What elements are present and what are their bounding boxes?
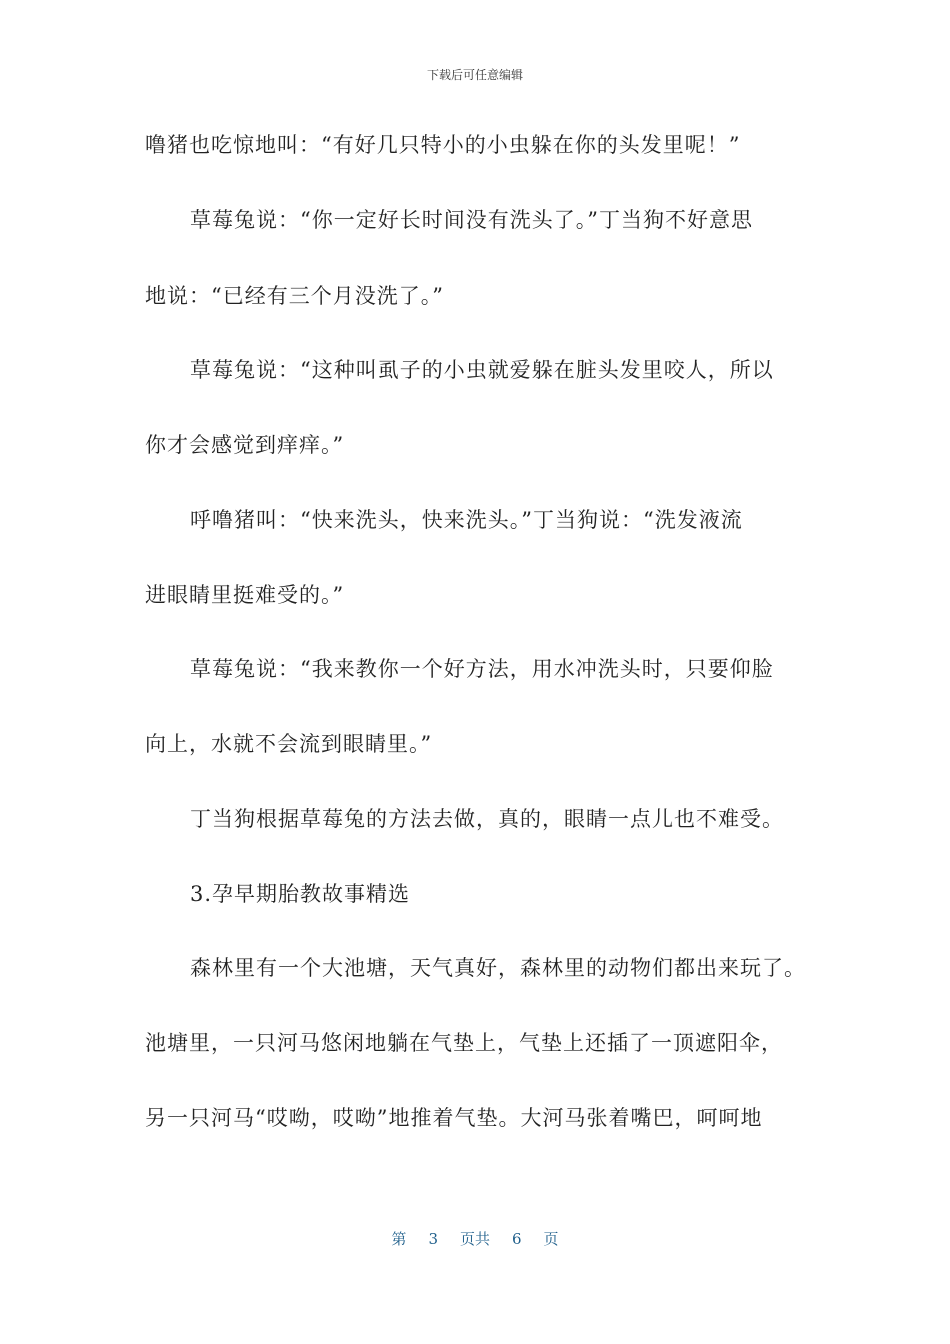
- text-line: 草莓兔说：“这种叫虱子的小虫就爱躲在脏头发里咬人，所以: [190, 358, 774, 382]
- text-line: 另一只河马“哎呦，哎呦”地推着气垫。大河马张着嘴巴，呵呵地: [145, 1106, 763, 1130]
- text-line: 地说：“已经有三个月没洗了。”: [145, 284, 444, 308]
- text-line: 进眼睛里挺难受的。”: [145, 583, 345, 607]
- text-line: 你才会感觉到痒痒。”: [145, 433, 345, 457]
- text-line: 向上，水就不会流到眼睛里。”: [145, 732, 433, 756]
- footer-total-pages: 6: [512, 1230, 522, 1248]
- footer-label-of: 页共: [459, 1230, 490, 1248]
- page-header: 下载后可任意编辑: [426, 68, 523, 82]
- text-line: 池塘里，一只河马悠闲地躺在气垫上，气垫上还插了一顶遮阳伞，: [145, 1031, 783, 1055]
- text-line: 噜猪也吃惊地叫：“有好几只特小的小虫躲在你的头发里呢！”: [145, 133, 741, 157]
- text-line: 呼噜猪叫：“快来洗头，快来洗头。”丁当狗说：“洗发液流: [190, 508, 743, 532]
- text-line: 草莓兔说：“你一定好长时间没有洗头了。”丁当狗不好意思: [190, 208, 753, 232]
- section-heading: 3.孕早期胎教故事精选: [190, 882, 411, 906]
- footer-label-end: 页: [543, 1230, 559, 1248]
- footer-current-page: 3: [428, 1230, 438, 1248]
- text-line: 草莓兔说：“我来教你一个好方法，用水冲洗头时，只要仰脸: [190, 657, 774, 681]
- footer-label-page: 第: [391, 1230, 407, 1248]
- text-line: 森林里有一个大池塘，天气真好，森林里的动物们都出来玩了。: [190, 956, 806, 980]
- text-line: 丁当狗根据草莓兔的方法去做，真的，眼睛一点儿也不难受。: [190, 807, 784, 831]
- page-footer: [0, 1228, 950, 1249]
